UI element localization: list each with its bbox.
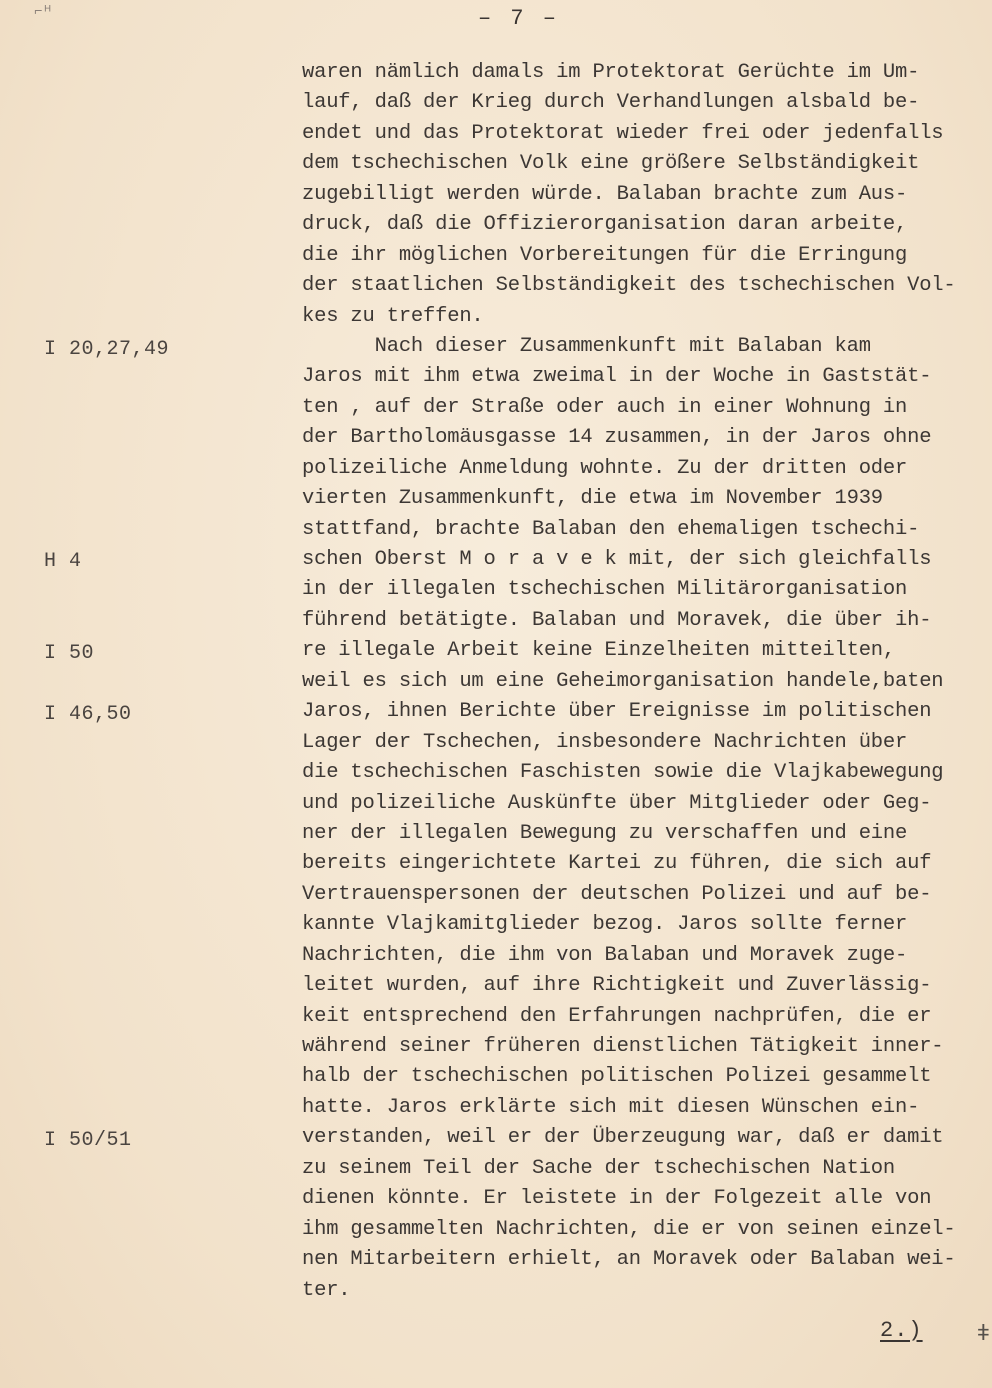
text-line: waren nämlich damals im Protektorat Gerüchte im Um- (302, 61, 920, 84)
margin-ref: I 50/51 (44, 1129, 132, 1152)
text-line: endet und das Protektorat wieder frei oder jedenfalls (302, 121, 944, 145)
text-line: führend betätigte. Balaban und Moravek, die über ih- (302, 608, 932, 632)
text-line: kannte Vlajkamitglieder bezog. Jaros sollte ferner (302, 913, 908, 937)
corner-mark: ⌐ᴴ (34, 4, 53, 20)
text-line: re illegale Arbeit keine Einzelheiten mitteilten, (302, 639, 895, 663)
text-line: die tschechischen Faschisten sowie die Vlajkabewegung (302, 761, 944, 785)
text-line: während seiner früheren dienstlichen Tätigkeit inner- (302, 1035, 944, 1058)
edge-mark: ǂ (976, 1322, 990, 1347)
text-line: verstanden, weil er der Überzeugung war, daß er damit (302, 1126, 944, 1150)
continuation-reference: 2.) (880, 1318, 923, 1343)
text-line: Nach dieser Zusammenkunft mit Balaban kam (302, 334, 871, 358)
text-line: zugebilligt werden würde. Balaban brachte zum Aus- (302, 182, 908, 206)
text-line: vierten Zusammenkunft, die etwa im November 1939 (302, 487, 883, 511)
text-line: stattfand, brachte Balaban den ehemaligen tschechi- (302, 517, 920, 541)
text-line: keit entsprechend den Erfahrungen nachprüfen, die er (302, 1004, 932, 1028)
text-line: kes zu treffen. (302, 304, 484, 328)
margin-ref: I 46,50 (44, 703, 132, 726)
text-line: Vertrauenspersonen der deutschen Polizei und auf be- (302, 882, 932, 906)
margin-ref: H 4 (44, 550, 82, 573)
text-line: druck, daß die Offizierorganisation daran arbeite, (302, 213, 908, 237)
text-line: ner der illegalen Bewegung zu verschaffen und eine (302, 821, 908, 845)
margin-ref: I 20,27,49 (44, 338, 170, 361)
text-line: der Bartholomäusgasse 14 zusammen, in der Jaros ohne (302, 426, 932, 450)
text-line: Jaros mit ihm etwa zweimal in der Woche in Gaststät- (302, 365, 932, 389)
text-line: ter. (302, 1278, 351, 1302)
text-line: nen Mitarbeitern erhielt, an Moravek oder Balaban wei- (302, 1248, 956, 1272)
text-line: und polizeiliche Auskünfte über Mitglieder oder Geg- (302, 791, 932, 815)
text-line: halb der tschechischen politischen Polizei gesammelt (302, 1065, 932, 1089)
text-line: dem tschechischen Volk eine größere Selbständigkeit (302, 152, 920, 176)
body-text (302, 58, 978, 1306)
page-number: – 7 – (478, 6, 560, 31)
text-line: lauf, daß der Krieg durch Verhandlungen alsbald be- (302, 91, 920, 115)
text-line: hatte. Jaros erklärte sich mit diesen Wünschen ein- (302, 1095, 920, 1119)
text-line: ten , auf der Straße oder auch in einer Wohnung in (302, 395, 908, 419)
text-line: dienen könnte. Er leistete in der Folgezeit alle von (302, 1187, 932, 1211)
text-line: polizeiliche Anmeldung wohnte. Zu der dritten oder (302, 456, 908, 480)
text-line: Lager der Tschechen, insbesondere Nachrichten über (302, 730, 908, 754)
text-line: bereits eingerichtete Kartei zu führen, die sich auf (302, 852, 932, 876)
text-line: leitet wurden, auf ihre Richtigkeit und Zuverlässig- (302, 974, 932, 998)
text-line: Nachrichten, die ihm von Balaban und Moravek zuge- (302, 943, 908, 967)
text-line: in der illegalen tschechischen Militärorganisation (302, 578, 908, 602)
text-line: zu seinem Teil der Sache der tschechischen Nation (302, 1156, 895, 1180)
text-line: ihm gesammelten Nachrichten, die er von seinen einzel- (302, 1217, 956, 1241)
text-line: Jaros, ihnen Berichte über Ereignisse im politischen (302, 700, 932, 724)
text-line: der staatlichen Selbständigkeit des tschechischen Vol- (302, 274, 956, 298)
text-line: weil es sich um eine Geheimorganisation handele,baten (302, 669, 944, 693)
text-line: schen Oberst M o r a v e k mit, der sich gleichfalls (302, 548, 932, 571)
margin-ref: I 50 (44, 642, 95, 665)
text-line: die ihr möglichen Vorbereitungen für die Erringung (302, 243, 908, 267)
